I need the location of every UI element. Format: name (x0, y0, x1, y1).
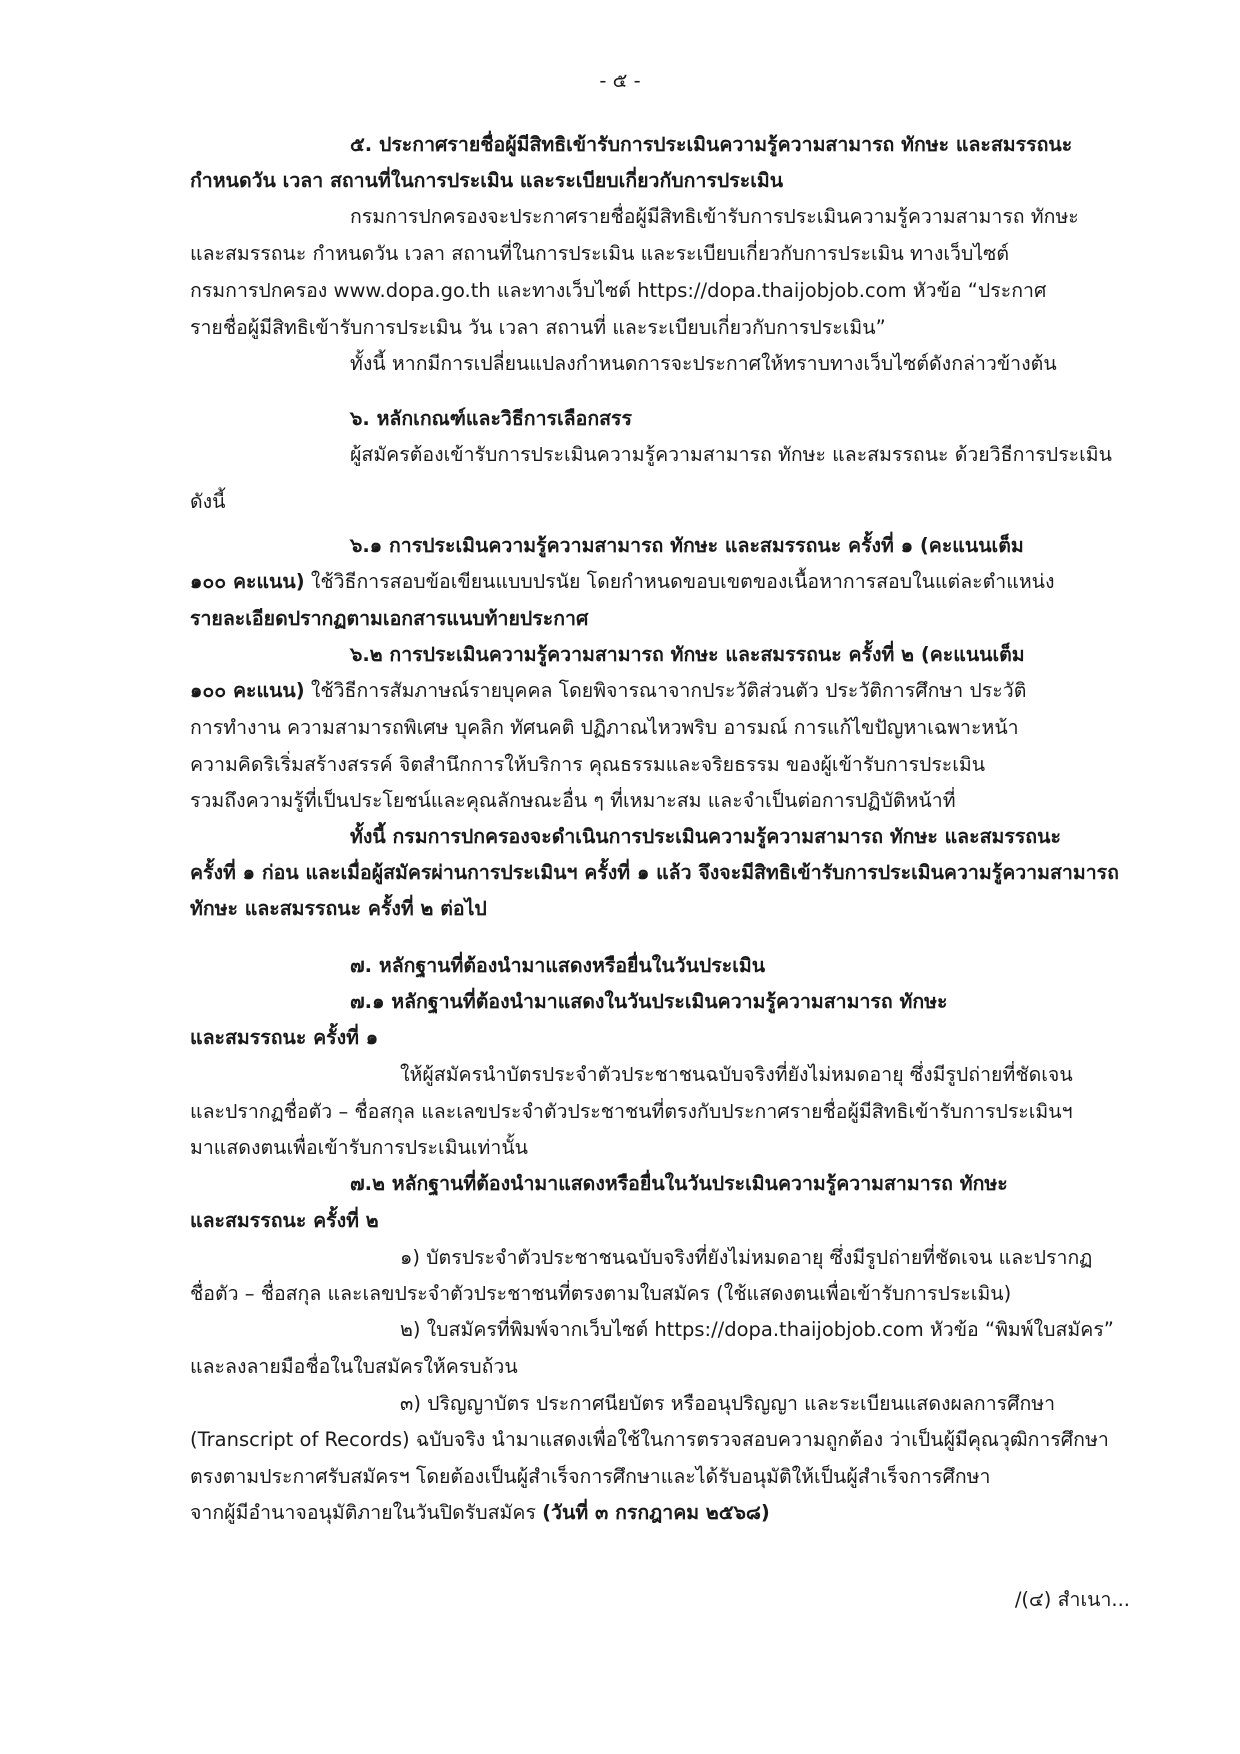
section72-heading-line1: ๗.๒ หลักฐานที่ต้องนำมาแสดงหรือยื่นในวันประเมินความรู้ความสามารถ ทักษะ (350, 1172, 1008, 1195)
section72-item2-line1: ๒) ใบสมัครที่พิมพ์จากเว็บไซต์ https://dopa.thaijobjob.com หัวข้อ “พิมพ์ใบสมัคร” (400, 1318, 1114, 1341)
section62-method: ใช้วิธีการสัมภาษณ์รายบุคคล โดยพิจารณาจากประวัติส่วนตัว ประวัติการศึกษา ประวัติ (304, 679, 1027, 702)
section61-line2 (190, 567, 1055, 597)
section72-item1-line1: ๑) บัตรประจำตัวประชาชนฉบับจริงที่ยังไม่หมดอายุ ซึ่งมีรูปถ่ายที่ชัดเจน และปรากฏ (400, 1246, 1093, 1269)
section5-heading-line1: ๕. ประกาศรายชื่อผู้มีสิทธิเข้ารับการประเมินความรู้ความสามารถ ทักษะ และสมรรถนะ (350, 133, 1073, 156)
section61-line1: ๖.๑ การประเมินความรู้ความสามารถ ทักษะ และสมรรถนะ ครั้งที่ ๑ (คะแนนเต็ม (350, 534, 1024, 557)
footer-continuation: /(๔) สำเนา... (1014, 1588, 1130, 1611)
section72-item3-lastline-text: จากผู้มีอำนาจอนุมัติภายในวันปิดรับสมัคร (190, 1501, 543, 1524)
section62-line3: การทำงาน ความสามารถพิเศษ บุคลิก ทัศนคติ ปฏิภาณไหวพริบ อารมณ์ การแก้ไขปัญหาเฉพาะหน้า (190, 716, 1019, 739)
section72-item3-line4 (190, 1498, 770, 1528)
section5-heading-line2: กำหนดวัน เวลา สถานที่ในการประเมิน และระเบียบเกี่ยวกับการประเมิน (190, 169, 784, 192)
section62-score: ๑๐๐ คะแนน) (190, 679, 305, 702)
section62-line4: ความคิดริเริ่มสร้างสรรค์ จิตสำนึกการให้บริการ คุณธรรมและจริยธรรม ของผู้เข้ารับการประเมิน (190, 753, 986, 776)
section72-item3-line3: ตรงตามประกาศรับสมัครฯ โดยต้องเป็นผู้สำเร็จการศึกษาและได้รับอนุมัติให้เป็นผู้สำเร็จการศึกษา (190, 1465, 991, 1488)
section62-line1: ๖.๒ การประเมินความรู้ความสามารถ ทักษะ และสมรรถนะ ครั้งที่ ๒ (คะแนนเต็ม (350, 643, 1025, 666)
section6-intro-line2: ดังนี้ (190, 490, 226, 513)
section72-item3-line2: (Transcript of Records) ฉบับจริง นำมาแสดงเพื่อใช้ในการตรวจสอบความถูกต้อง ว่าเป็นผู้มีคุณวุฒิการศึกษา (190, 1428, 1109, 1451)
section5-body-line3: กรมการปกครอง www.dopa.go.th และทางเว็บไซต์ https://dopa.thaijobjob.com หัวข้อ “ประกาศ (190, 279, 1047, 302)
section6-heading: ๖. หลักเกณฑ์และวิธีการเลือกสรร (350, 407, 632, 430)
section6-intro-line1: ผู้สมัครต้องเข้ารับการประเมินความรู้ความสามารถ ทักษะ และสมรรถนะ ด้วยวิธีการประเมิน (350, 443, 1112, 466)
section6-note-line3: ทักษะ และสมรรถนะ ครั้งที่ ๒ ต่อไป (190, 897, 487, 920)
section61-line3: รายละเอียดปรากฏตามเอกสารแนบท้ายประกาศ (190, 607, 589, 630)
section5-body-line4: รายชื่อผู้มีสิทธิเข้ารับการประเมิน วัน เวลา สถานที่ และระเบียบเกี่ยวกับการประเมิน” (190, 316, 886, 339)
section5-body-line2: และสมรรถนะ กำหนดวัน เวลา สถานที่ในการประเมิน และระเบียบเกี่ยวกับการประเมิน ทางเว็บไซต์ (190, 242, 1010, 265)
section72-item3-deadline: (วันที่ ๓ กรกฎาคม ๒๕๖๘) (542, 1501, 770, 1524)
section6-note-line2: ครั้งที่ ๑ ก่อน และเมื่อผู้สมัครผ่านการประเมินฯ ครั้งที่ ๑ แล้ว จึงจะมีสิทธิเข้ารับการประเมินความรู้ความสามารถ (190, 861, 1119, 884)
section72-item3-line1: ๓) ปริญญาบัตร ประกาศนียบัตร หรืออนุปริญญา และระเบียนแสดงผลการศึกษา (400, 1392, 1056, 1415)
section5-body-line1: กรมการปกครองจะประกาศรายชื่อผู้มีสิทธิเข้ารับการประเมินความรู้ความสามารถ ทักษะ (350, 205, 1079, 228)
section5-body-line5: ทั้งนี้ หากมีการเปลี่ยนแปลงกำหนดการจะประกาศให้ทราบทางเว็บไซต์ดังกล่าวข้างต้น (350, 352, 1057, 375)
section72-item2-line2: และลงลายมือชื่อในใบสมัครให้ครบถ้วน (190, 1355, 518, 1378)
section72-heading-line2: และสมรรถนะ ครั้งที่ ๒ (190, 1209, 379, 1232)
section61-method: ใช้วิธีการสอบข้อเขียนแบบปรนัย โดยกำหนดขอบเขตของเนื้อหาการสอบในแต่ละตำแหน่ง (304, 570, 1055, 593)
section71-body-line2: และปรากฏชื่อตัว – ชื่อสกุล และเลขประจำตัวประชาชนที่ตรงกับประกาศรายชื่อผู้มีสิทธิเข้ารับการประเมินฯ (190, 1100, 1073, 1123)
section62-line5: รวมถึงความรู้ที่เป็นประโยชน์และคุณลักษณะอื่น ๆ ที่เหมาะสม และจำเป็นต่อการปฏิบัติหน้าที่ (190, 789, 956, 812)
section61-score: ๑๐๐ คะแนน) (190, 570, 305, 593)
section62-line2 (190, 676, 1026, 706)
page-number: - ๕ - (599, 69, 641, 92)
section71-body-line3: มาแสดงตนเพื่อเข้ารับการประเมินเท่านั้น (190, 1136, 529, 1159)
section71-heading-line2: และสมรรถนะ ครั้งที่ ๑ (190, 1026, 379, 1049)
section71-body-line1: ให้ผู้สมัครนำบัตรประจำตัวประชาชนฉบับจริงที่ยังไม่หมดอายุ ซึ่งมีรูปถ่ายที่ชัดเจน (400, 1063, 1073, 1086)
section72-item1-line2: ชื่อตัว – ชื่อสกุล และเลขประจำตัวประชาชนที่ตรงตามใบสมัคร (ใช้แสดงตนเพื่อเข้ารับการประเมิน) (190, 1282, 1012, 1305)
section6-note-line1: ทั้งนี้ กรมการปกครองจะดำเนินการประเมินความรู้ความสามารถ ทักษะ และสมรรถนะ (350, 825, 1061, 848)
section71-heading-line1: ๗.๑ หลักฐานที่ต้องนำมาแสดงในวันประเมินความรู้ความสามารถ ทักษะ (350, 990, 948, 1013)
section7-heading: ๗. หลักฐานที่ต้องนำมาแสดงหรือยื่นในวันประเมิน (350, 954, 766, 977)
